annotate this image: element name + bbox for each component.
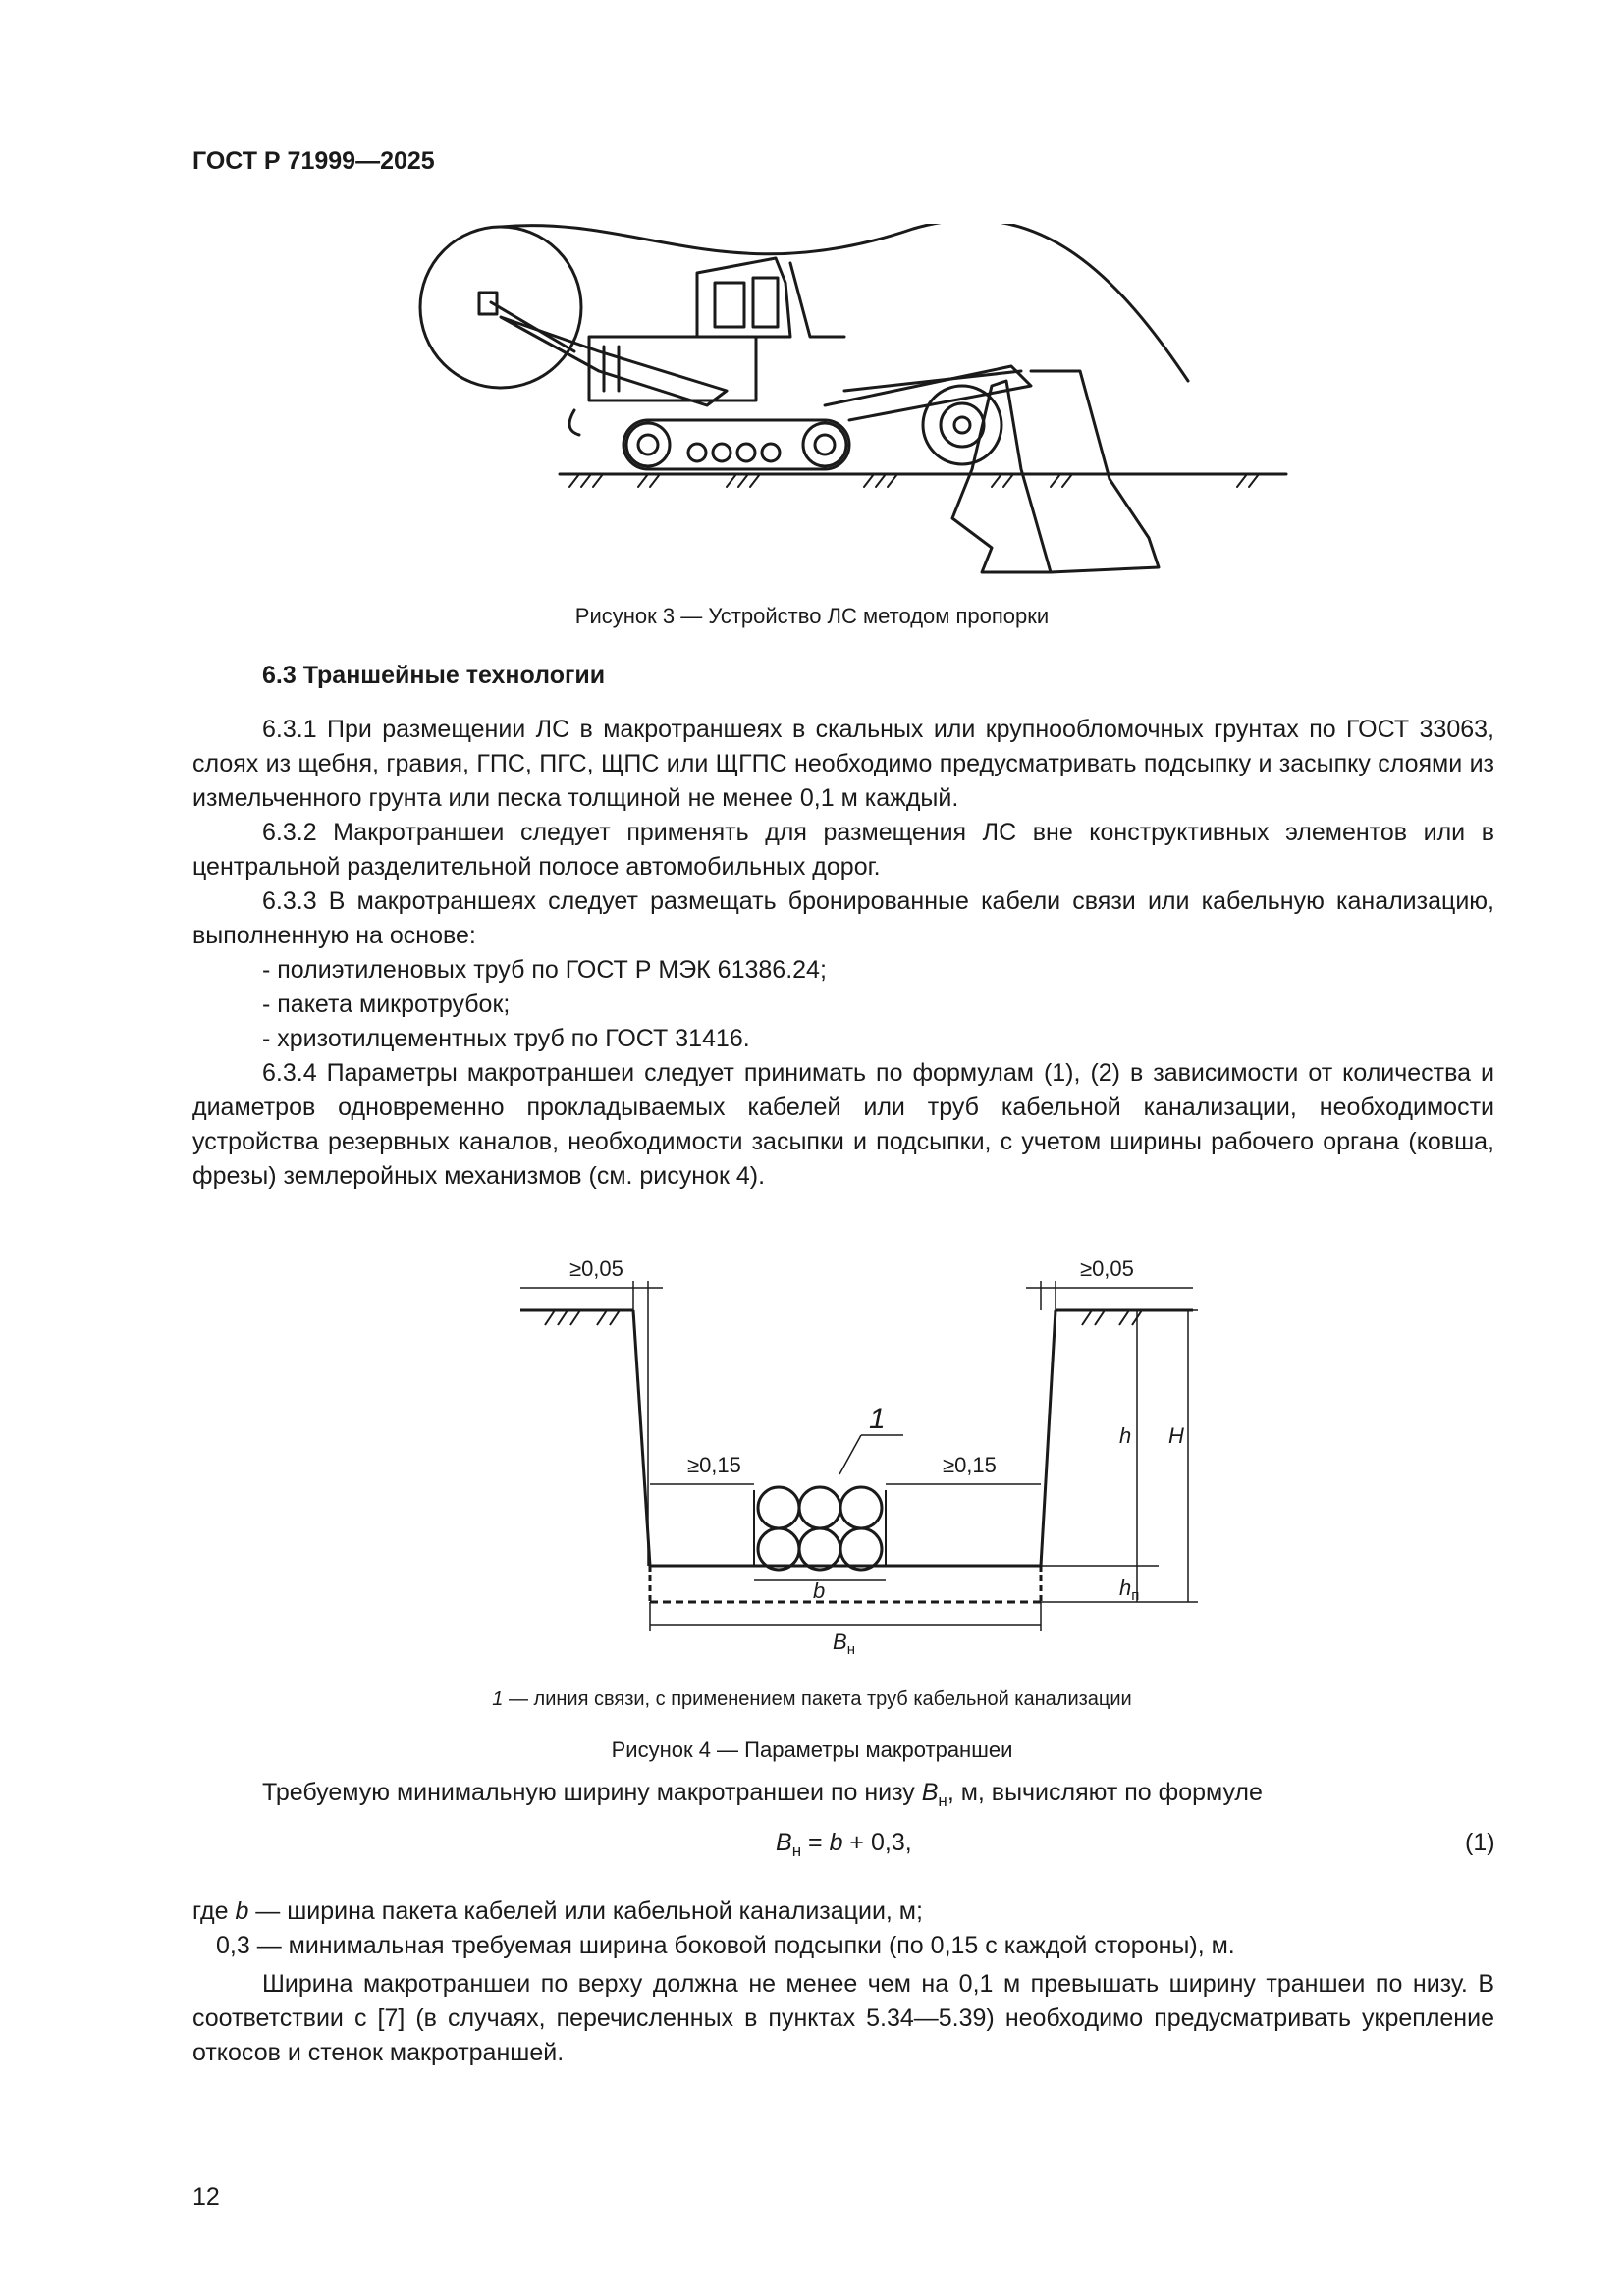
formula-1: $B_н = b + 0,3$,	[776, 1829, 912, 1860]
where-line-2: 0,3 — минимальная требуемая ширина боковой подсыпки (по 0,15 с каждой стороны), м.	[216, 1932, 1235, 1959]
paragraph-6-3-4: 6.3.4 Параметры макротраншеи следует принимать по формулам (1), (2) в зависимости от количества и диаметров одновременно прокладываемых кабелей или труб кабельной канализации, необходимости устройства резервных каналов, необходимости засыпки и подсыпки, с учетом ширины рабочего органа (ковша, фрезы) землеройных механизмов (см. рисунок 4).	[192, 1059, 1494, 1190]
pipe-bundle	[754, 1487, 886, 1570]
dim-left-gap: ≥0,15	[687, 1453, 741, 1477]
figure-4-trench-diagram	[491, 1227, 1237, 1659]
figure-4-caption: Рисунок 4 — Параметры макротраншеи	[611, 1737, 1013, 1762]
dim-H: H	[1168, 1423, 1184, 1448]
figure-3-plow-illustration	[403, 224, 1306, 587]
legend-text: — линия связи, с применением пакета труб кабельной канализации	[503, 1688, 1132, 1710]
plow-blade	[952, 381, 1051, 572]
dim-b: b	[813, 1578, 826, 1603]
tractor-hood	[589, 337, 756, 400]
drum-boom	[501, 317, 727, 405]
paragraph-6-3-3: 6.3.3 В макротраншеях следует размещать бронированные кабели связи или кабельную канализацию, выполненную на основе:	[192, 887, 1494, 949]
document-header: ГОСТ Р 71999—2025	[192, 147, 435, 175]
dim-right-gap: ≥0,15	[943, 1453, 997, 1477]
list-item: - хризотилцементных труб по ГОСТ 31416.	[262, 1025, 750, 1052]
dim-top-right: ≥0,05	[1080, 1256, 1134, 1281]
dim-h: h	[1119, 1423, 1132, 1448]
cab-window-2	[753, 278, 778, 327]
list-item: - пакета микротрубок;	[262, 990, 511, 1018]
paragraph-6-3-2: 6.3.2 Макротраншеи следует применять для размещения ЛС вне конструктивных элементов или в центральной разделительной полосе автомобильных дорог.	[192, 819, 1494, 881]
formula-intro: Требуемую минимальную ширину макротраншеи по низу $B_н$, м, вычисляют по формуле	[262, 1779, 1263, 1810]
dimension-lines	[520, 1281, 1198, 1631]
paragraph-6-3-1: 6.3.1 При размещении ЛС в макротраншеях в скальных или крупнообломочных грунтах по ГОСТ 33063, слоях из щебня, гравия, ГПС, ПГС, ЩПС или ЩГПС необходимо предусматривать подсыпку и засыпку слоями из измельченного грунта или песка толщиной не менее 0,1 м каждый.	[192, 716, 1494, 812]
body-paragraphs	[192, 713, 1494, 1194]
track-wheel-front	[626, 423, 670, 466]
list-item: - полиэтиленовых труб по ГОСТ Р МЭК 61386.24;	[262, 956, 827, 984]
closing-paragraph: Ширина макротраншеи по верху должна не менее чем на 0,1 м превышать ширину траншеи по низу. В соответствии с [7] (в случаях, перечисленных в пунктах 5.34—5.39) необходимо предусматривать укрепление откосов и стенок макротраншей.	[192, 1970, 1494, 2066]
page-number: 12	[192, 2183, 220, 2211]
dim-hp: $h_п$	[1119, 1575, 1140, 1604]
figure-4-legend	[0, 1688, 1624, 1711]
item-number: 1	[869, 1403, 886, 1435]
cab-window-1	[715, 283, 744, 327]
formula-number: (1)	[1465, 1829, 1495, 1856]
ground-hatching	[569, 474, 1259, 487]
dim-Bn: $B_н$	[833, 1629, 855, 1658]
section-heading: 6.3 Траншейные технологии	[262, 662, 606, 689]
dim-top-left: ≥0,05	[569, 1256, 623, 1281]
plow-body	[1031, 371, 1159, 572]
legend-number: 1	[492, 1688, 504, 1710]
figure-3-caption: Рисунок 3 — Устройство ЛС методом пропорки	[574, 604, 1050, 628]
front-hook	[569, 410, 579, 435]
where-line-1: где b — ширина пакета кабелей или кабельной канализации, м;	[192, 1897, 923, 1925]
trench-wall-right	[1041, 1310, 1056, 1566]
track-wheel-rear	[803, 423, 846, 466]
